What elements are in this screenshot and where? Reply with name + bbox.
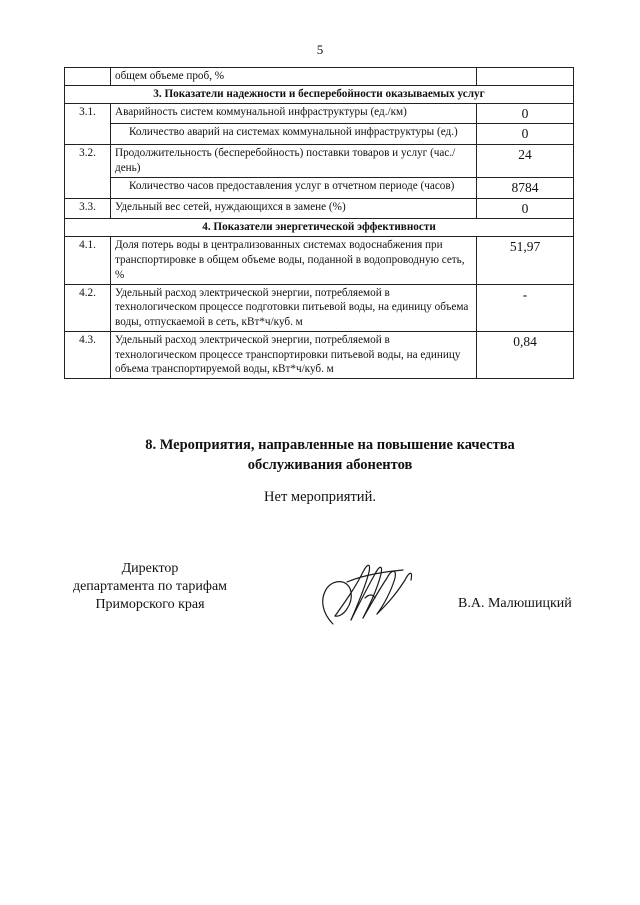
indicators-table [64,67,574,379]
director-title-line2: департамента по тарифам [72,578,228,594]
director-title-line1: Директор [121,561,179,576]
table-row [65,284,574,331]
no-measures-text: Нет мероприятий. [264,489,376,505]
section-header-row [65,85,574,103]
row-label: Удельный расход электрической энергии, потребляемой в технологическом процессе подготовки питьевой воды, на единицу объема воды, отпускаемой в сеть, кВт*ч/куб. м [111,284,477,331]
row-label: Продолжительность (бесперебойность) поставки товаров и услуг (час./день) [111,145,477,178]
row-label: Удельный вес сетей, нуждающихся в замене (%) [111,198,477,219]
row-value: 0,84 [477,331,574,378]
section-8-title-line2: обслуживания абонентов [247,456,413,473]
row-number: 4.3. [65,331,111,378]
section-3-title: 3. Показатели надежности и бесперебойности оказываемых услуг [65,85,574,103]
table-row [65,68,574,86]
row-label [111,124,477,145]
director-title-line3: Приморского края [95,596,205,612]
row-value: 51,97 [477,237,574,284]
section-header-row [65,219,574,237]
row-label-text: Количество часов предоставления услуг в отчетном периоде (часов) [129,179,455,192]
table-row [65,124,574,145]
section-4-title: 4. Показатели энергетической эффективности [65,219,574,237]
row-number: 4.1. [65,237,111,284]
handwritten-signature [305,558,425,630]
row-value: - [477,284,574,331]
row-number: 3.1. [65,103,111,145]
row-label-text: Количество аварий на системах коммунальной инфраструктуры (ед.) [129,126,458,139]
row-value [477,68,574,86]
row-number: 4.2. [65,284,111,331]
signatory-name: В.А. Малюшицкий [458,596,572,611]
row-label: Аварийность систем коммунальной инфраструктуры (ед./км) [111,103,477,124]
row-value: 0 [477,103,574,124]
table-row [65,198,574,219]
row-number [65,68,111,86]
row-label [111,177,477,198]
director-title [60,560,240,614]
row-value: 24 [477,145,574,178]
table-row [65,237,574,284]
row-number: 3.2. [65,145,111,198]
section-8-heading [60,436,600,475]
row-value: 0 [477,124,574,145]
table-row [65,177,574,198]
row-number: 3.3. [65,198,111,219]
table-row [65,331,574,378]
row-value: 0 [477,198,574,219]
page-number: 5 [316,42,324,57]
table-row [65,145,574,178]
table-row [65,103,574,124]
row-value: 8784 [477,177,574,198]
section-8-title-line1: 8. Мероприятия, направленные на повышение качества [145,437,515,453]
row-label: Удельный расход электрической энергии, потребляемой в технологическом процессе транспортировки питьевой воды, на единицу объема транспортируемой воды, кВт*ч/куб. м [111,331,477,378]
row-label: общем объеме проб, % [111,68,477,86]
row-label: Доля потерь воды в централизованных системах водоснабжения при транспортировке в общем объеме воды, поданной в водопроводную сеть, % [111,237,477,284]
